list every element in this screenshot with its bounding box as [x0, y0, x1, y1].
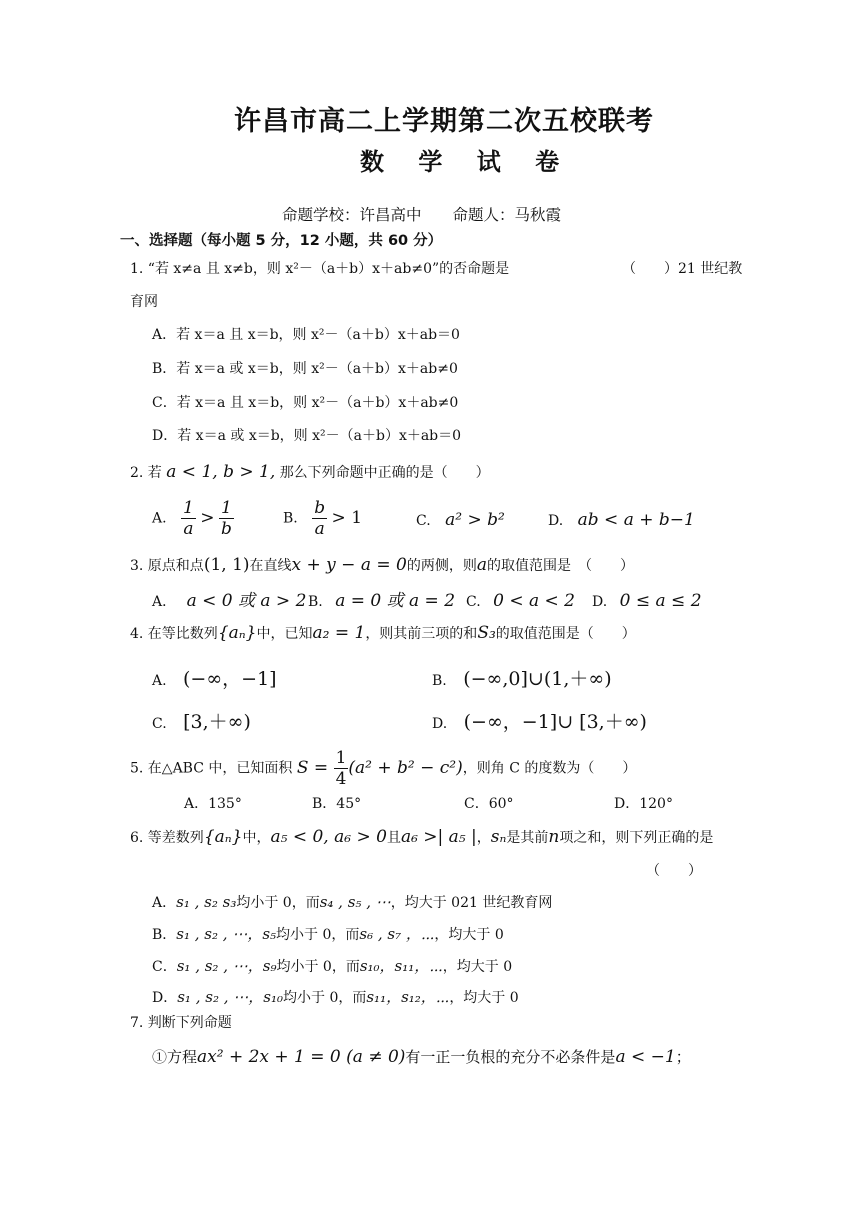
option-label: D.	[432, 716, 448, 732]
q4-option-c-math: [3,＋∞)	[183, 711, 251, 733]
option-label: C．	[152, 959, 177, 975]
option-label: B.	[432, 673, 447, 689]
question-3-option-d	[592, 593, 702, 610]
q6-math: s₁ , s₂ , ⋯，s₅	[176, 925, 277, 943]
q6-n: n	[548, 827, 560, 847]
q3-option-c-math: 0 < a < 2	[493, 591, 575, 611]
q6-text: 均小于 0，而	[283, 990, 367, 1006]
question-6-option-a	[152, 895, 552, 910]
option-label: D.	[592, 594, 608, 610]
q6-math: s₁ , s₂ , ⋯，s₁₀	[177, 988, 283, 1006]
q6-math: s₁ , s₂ s₃	[176, 893, 237, 911]
q6-text: 6. 等差数列	[130, 830, 204, 846]
q3-text: 在直线	[249, 558, 292, 574]
question-5-option-d: D．120°	[614, 796, 673, 812]
question-1-option-b: B．若 x＝a 或 x＝b，则 x²－（a＋b）x＋ab≠0	[152, 361, 458, 377]
q4-option-a-math: (−∞，−1]	[183, 668, 277, 690]
q7-text: ①方程	[152, 1048, 198, 1066]
q4-option-d-math: (−∞，−1]∪ [3,＋∞)	[463, 711, 647, 733]
option-label: A.	[152, 673, 167, 689]
option-label: B.	[283, 510, 298, 527]
exam-title: 许昌市高二上学期第二次五校联考	[234, 106, 654, 137]
q6-math: s₄ , s₅ , ⋯	[319, 893, 391, 911]
question-2-stem	[130, 464, 490, 481]
q6-text: 均小于 0，而	[276, 959, 360, 975]
q6-text: 中，	[242, 830, 271, 846]
q6-text: ，均大于 0	[449, 990, 519, 1006]
q3-text: 的两侧，则	[406, 558, 477, 574]
q5-formula: (a² + b² − c²)	[348, 758, 463, 778]
q3-option-a-math: a < 0 或 a > 2	[186, 591, 307, 611]
question-2-option-d	[548, 512, 695, 529]
question-5-option-a: A．135°	[184, 796, 242, 812]
question-1-paren: （ ）21 世纪教	[622, 261, 743, 277]
q7-equation: ax² + 2x + 1 = 0 (a ≠ 0)	[197, 1047, 406, 1067]
q3-line: x + y − a = 0	[291, 555, 407, 575]
q7-text: 有一正一负根的充分不必条件是	[405, 1048, 616, 1066]
question-4-option-c	[152, 713, 251, 732]
q6-text: 均小于 0，而	[236, 895, 320, 911]
option-label: B.	[308, 594, 323, 610]
question-2-suffix: 那么下列命题中正确的是（ ）	[279, 465, 490, 481]
question-2-option-b: B. $\frac{b}{a}$ > 1	[283, 498, 363, 539]
q6-s: sₙ	[490, 827, 507, 847]
question-7-item-1	[152, 1049, 691, 1066]
q7-text: ；	[675, 1048, 691, 1066]
q4-text: 4. 在等比数列	[130, 626, 218, 642]
question-1-option-a: A．若 x＝a 且 x＝b，则 x²－（a＋b）x＋ab＝0	[152, 327, 460, 343]
question-2-condition: a < 1, b > 1,	[166, 462, 276, 482]
q6-text: 项之和，则下列正确的是	[559, 830, 714, 846]
question-2-option-d-math: ab < a + b−1	[577, 510, 695, 530]
exam-subtitle: 数 学 试 卷	[360, 148, 573, 176]
option-label: C.	[466, 594, 481, 610]
question-1-stem	[130, 262, 509, 276]
option-label: A．	[152, 895, 177, 911]
option-label: D.	[548, 513, 564, 529]
q6-text: 均小于 0，而	[276, 927, 360, 943]
option-label: B．	[152, 927, 177, 943]
question-4-option-b	[432, 670, 612, 689]
q4-seq: {aₙ}	[217, 623, 257, 643]
question-7-stem: 7. 判断下列命题	[130, 1015, 232, 1031]
option-label: C.	[152, 716, 167, 732]
option-label: A．	[152, 594, 177, 610]
q6-text: ，均大于 0	[434, 927, 504, 943]
q6-seq: {aₙ}	[203, 827, 243, 847]
question-1-text: 1. “若 x≠a 且 x≠b，则 x²－（a＋b）x＋ab≠0”的否命题是	[130, 261, 510, 277]
question-2-option-a: A. $\frac{1}{a}$ > $\frac{1}{b}$	[152, 498, 232, 539]
question-4-stem	[130, 625, 636, 642]
question-3-option-c	[466, 593, 575, 610]
question-1-cont: 育网	[130, 294, 158, 310]
question-3-option-a	[152, 593, 306, 610]
q3-text: 3. 原点和点	[130, 558, 204, 574]
question-5-option-c: C．60°	[464, 796, 514, 812]
option-label: A.	[152, 510, 167, 527]
question-3-stem	[130, 557, 634, 574]
q6-text: ，均大于 021 世纪教育网	[390, 895, 553, 911]
question-2-option-c-math: a² > b²	[445, 510, 505, 530]
question-5-stem: 5. 在△ABC 中，已知面积 S = $\frac{1}{4}$ (a² + b² − c²)，则角 C 的度数为（ ）	[130, 748, 637, 789]
option-label: D．	[152, 990, 178, 1006]
q4-given: a₂ = 1	[312, 623, 366, 643]
q3-text: 的取值范围是 （ ）	[486, 558, 634, 574]
q6-text: ，	[476, 830, 491, 846]
q4-option-b-math: (−∞,0]∪(1,＋∞)	[463, 668, 612, 690]
q6-text: 且	[386, 830, 401, 846]
q6-cond2: a₆ >| a₅ |	[400, 827, 477, 847]
question-6-option-c	[152, 959, 512, 974]
q4-text: 的取值范围是（ ）	[495, 626, 636, 642]
q4-sum: S₃	[477, 623, 496, 643]
question-4-option-d	[432, 713, 647, 732]
q4-text: ，则其前三项的和	[365, 626, 478, 642]
q4-text: 中，已知	[256, 626, 313, 642]
q3-var: a	[476, 555, 487, 575]
q5-text: ，则角 C 的度数为（ ）	[462, 760, 637, 777]
q3-option-d-math: 0 ≤ a ≤ 2	[619, 591, 702, 611]
q3-option-b-math: a = 0 或 a = 2	[335, 591, 456, 611]
q7-condition: a < −1	[615, 1047, 676, 1067]
question-6-paren: （ ）	[646, 863, 702, 879]
question-4-option-a	[152, 670, 277, 689]
question-6-stem	[130, 829, 713, 846]
q6-math: s₁ , s₂ , ⋯，s₉	[176, 957, 277, 975]
q6-cond: a₅ < 0, a₆ > 0	[270, 827, 387, 847]
q6-text: ，均大于 0	[442, 959, 513, 975]
q3-point: (1, 1)	[203, 555, 250, 575]
q6-math: s₆ , s₇ ，⋯	[359, 925, 435, 943]
question-6-option-b	[152, 927, 504, 942]
q6-math: s₁₀，s₁₁，⋯	[359, 957, 443, 975]
q6-math: s₁₁，s₁₂，⋯	[366, 988, 450, 1006]
question-2-option-c	[416, 512, 505, 529]
question-3-option-b	[308, 593, 455, 610]
exam-meta: 命题学校：许昌高中 命题人：马秋霞	[282, 206, 562, 224]
q5-text: 5. 在△ABC 中，已知面积	[130, 760, 293, 777]
question-6-option-d	[152, 990, 519, 1005]
question-5-option-b: B．45°	[312, 796, 362, 812]
option-label: C.	[416, 513, 431, 529]
question-2-prefix: 2. 若	[130, 465, 162, 481]
question-1-option-d: D．若 x＝a 或 x＝b，则 x²－（a＋b）x＋ab＝0	[152, 428, 462, 444]
section-heading: 一、选择题（每小题 5 分，12 小题，共 60 分）	[120, 233, 443, 249]
question-1-option-c: C．若 x＝a 且 x＝b，则 x²－（a＋b）x＋ab≠0	[152, 395, 459, 411]
q6-text: 是其前	[506, 830, 549, 846]
